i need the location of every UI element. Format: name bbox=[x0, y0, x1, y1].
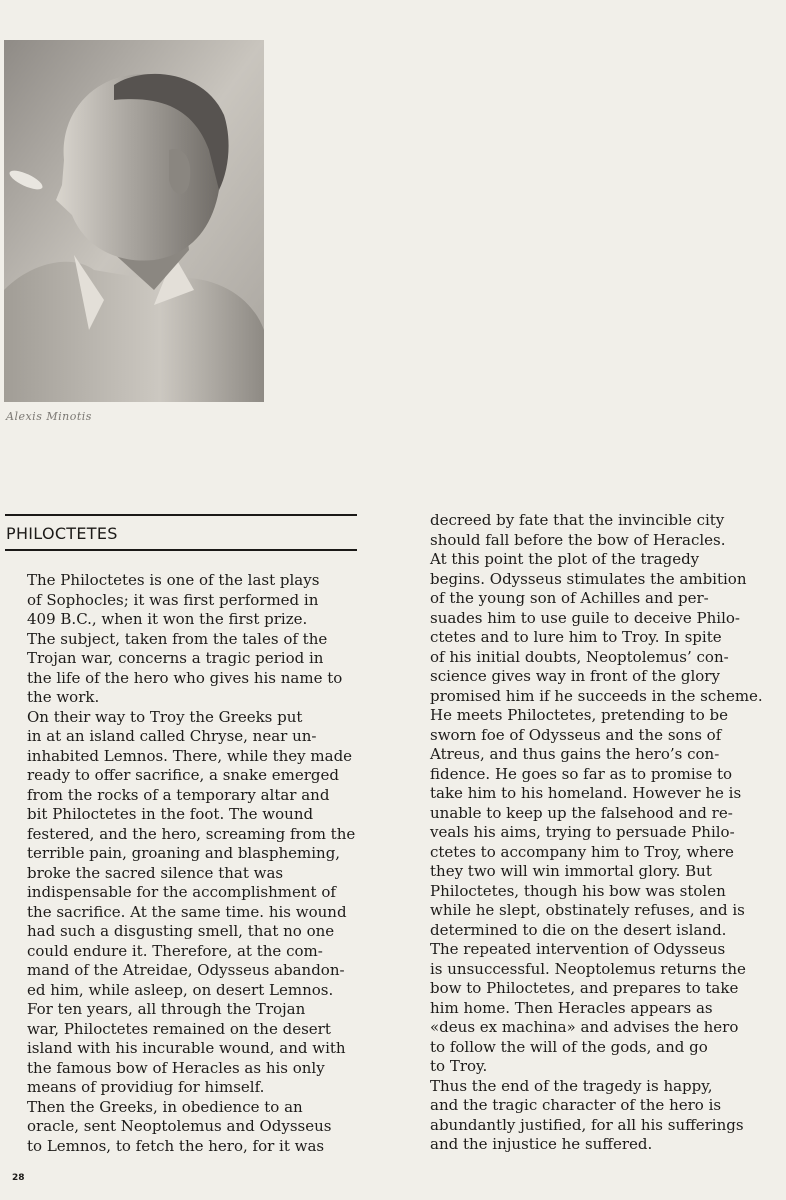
text-line: Atreus, and thus gains the hero’s con- bbox=[430, 745, 720, 763]
text-line: For ten years, all through the Trojan bbox=[27, 1000, 306, 1018]
text-line: is unsuccessful. Neoptolemus returns the bbox=[430, 959, 746, 978]
portrait-photo bbox=[4, 40, 264, 402]
text-line: should fall before the bow of Heracles. bbox=[430, 530, 726, 549]
text-line: begins. Odysseus stimulates the ambition bbox=[430, 569, 747, 588]
text-line: ed him, while asleep, on desert Lemnos. bbox=[27, 980, 334, 999]
text-line: fidence. He goes so far as to promise to bbox=[430, 764, 733, 783]
text-line: Then the Greeks, in obedience to an bbox=[27, 1097, 303, 1116]
text-line: in at an island called Chryse, near un- bbox=[27, 727, 317, 745]
article-title: PHILOCTETES bbox=[6, 524, 118, 543]
text-line: they two will win immortal glory. But bbox=[430, 862, 712, 880]
text-line: veals his aims, trying to persuade Philo- bbox=[430, 823, 735, 841]
text-line: island with his incurable wound, and with bbox=[27, 1039, 346, 1057]
paragraph bbox=[7, 1098, 355, 1157]
text-line: had such a disgusting smell, that no one bbox=[27, 922, 335, 940]
text-line: Trojan war, concerns a tragic period in bbox=[27, 649, 324, 667]
text-line: promised him if he succeeds in the scheme. bbox=[430, 686, 763, 705]
text-line: determined to die on the desert island. bbox=[430, 920, 727, 939]
text-line: him home. Then Heracles appears as bbox=[430, 998, 713, 1017]
text-line: and the tragic character of the hero is bbox=[430, 1096, 722, 1114]
text-line: ctetes to accompany him to Troy, where bbox=[430, 842, 734, 861]
paragraph bbox=[7, 1000, 355, 1098]
text-line: The repeated intervention of Odysseus bbox=[430, 940, 726, 958]
text-line: to follow the will of the gods, and go bbox=[430, 1037, 708, 1056]
text-line: At this point the plot of the tragedy bbox=[430, 550, 700, 568]
text-line: oracle, sent Neoptolemus and Odysseus bbox=[27, 1117, 332, 1135]
text-line: «deus ex machina» and advises the hero bbox=[430, 1018, 739, 1036]
page-number: 28 bbox=[12, 1173, 25, 1183]
text-line: science gives way in front of the glory bbox=[430, 667, 720, 685]
text-line: while he slept, obstinately refuses, and is bbox=[430, 901, 745, 919]
text-line: could endure it. Therefore, at the com- bbox=[27, 941, 323, 960]
text-line: inhabited Lemnos. There, while they made bbox=[27, 746, 353, 765]
text-line: war, Philoctetes remained on the desert bbox=[27, 1019, 331, 1038]
text-line: indispensable for the accomplishment of bbox=[27, 883, 336, 901]
text-line: the work. bbox=[27, 688, 100, 706]
text-line: of the young son of Achilles and per- bbox=[430, 589, 709, 607]
title-rule-bottom bbox=[5, 549, 357, 551]
text-line: sworn foe of Odysseus and the sons of bbox=[430, 725, 722, 744]
article-left-column bbox=[7, 571, 355, 1156]
text-line: broke the sacred silence that was bbox=[27, 863, 284, 882]
paragraph bbox=[410, 511, 763, 550]
text-line: abundantly justified, for all his sufferings bbox=[430, 1115, 744, 1134]
paragraph bbox=[7, 630, 355, 708]
photo-caption: Alexis Minotis bbox=[6, 410, 92, 423]
text-line: means of providiug for himself. bbox=[27, 1078, 265, 1096]
portrait-photo-icon bbox=[4, 40, 264, 402]
paragraph bbox=[7, 571, 355, 630]
text-line: to Troy. bbox=[430, 1057, 488, 1075]
text-line: decreed by fate that the invincible city bbox=[430, 511, 725, 529]
text-line: the sacrifice. At the same time. his wound bbox=[27, 902, 347, 921]
text-line: mand of the Atreidae, Odysseus abandon- bbox=[27, 961, 345, 979]
title-rule-top bbox=[5, 514, 357, 516]
text-line: Philoctetes, though his bow was stolen bbox=[430, 881, 726, 900]
text-line: bit Philoctetes in the foot. The wound bbox=[27, 805, 314, 823]
text-line: ctetes and to lure him to Troy. In spite bbox=[430, 628, 722, 646]
text-line: 409 B.C., when it won the first prize. bbox=[27, 610, 308, 628]
paragraph bbox=[7, 708, 355, 1001]
text-line: The subject, taken from the tales of the bbox=[27, 629, 328, 648]
text-line: from the rocks of a temporary altar and bbox=[27, 785, 330, 804]
text-line: unable to keep up the falsehood and re- bbox=[430, 803, 733, 822]
text-line: On their way to Troy the Greeks put bbox=[27, 707, 303, 726]
text-line: the life of the hero who gives his name to bbox=[27, 668, 343, 687]
article-right-column bbox=[410, 511, 763, 1155]
text-line: Thus the end of the tragedy is happy, bbox=[430, 1076, 713, 1095]
text-line: of Sophocles; it was first performed in bbox=[27, 590, 319, 609]
text-line: bow to Philoctetes, and prepares to take bbox=[430, 979, 739, 997]
paragraph bbox=[410, 1077, 763, 1155]
text-line: festered, and the hero, screaming from the bbox=[27, 824, 356, 843]
text-line: and the injustice he suffered. bbox=[430, 1135, 653, 1153]
text-line: the famous bow of Heracles as his only bbox=[27, 1058, 325, 1077]
text-line: of his initial doubts, Neoptolemus’ con- bbox=[430, 647, 729, 666]
text-line: terrible pain, groaning and blaspheming, bbox=[27, 844, 341, 862]
text-line: The Philoctetes is one of the last plays bbox=[27, 571, 320, 589]
text-line: He meets Philoctetes, pretending to be bbox=[430, 706, 728, 724]
text-line: suades him to use guile to deceive Philo- bbox=[430, 608, 740, 627]
text-line: to Lemnos, to fetch the hero, for it was bbox=[27, 1136, 325, 1155]
paragraph bbox=[410, 550, 763, 1077]
text-line: take him to his homeland. However he is bbox=[430, 784, 742, 802]
text-line: ready to offer sacrifice, a snake emerged bbox=[27, 766, 339, 784]
